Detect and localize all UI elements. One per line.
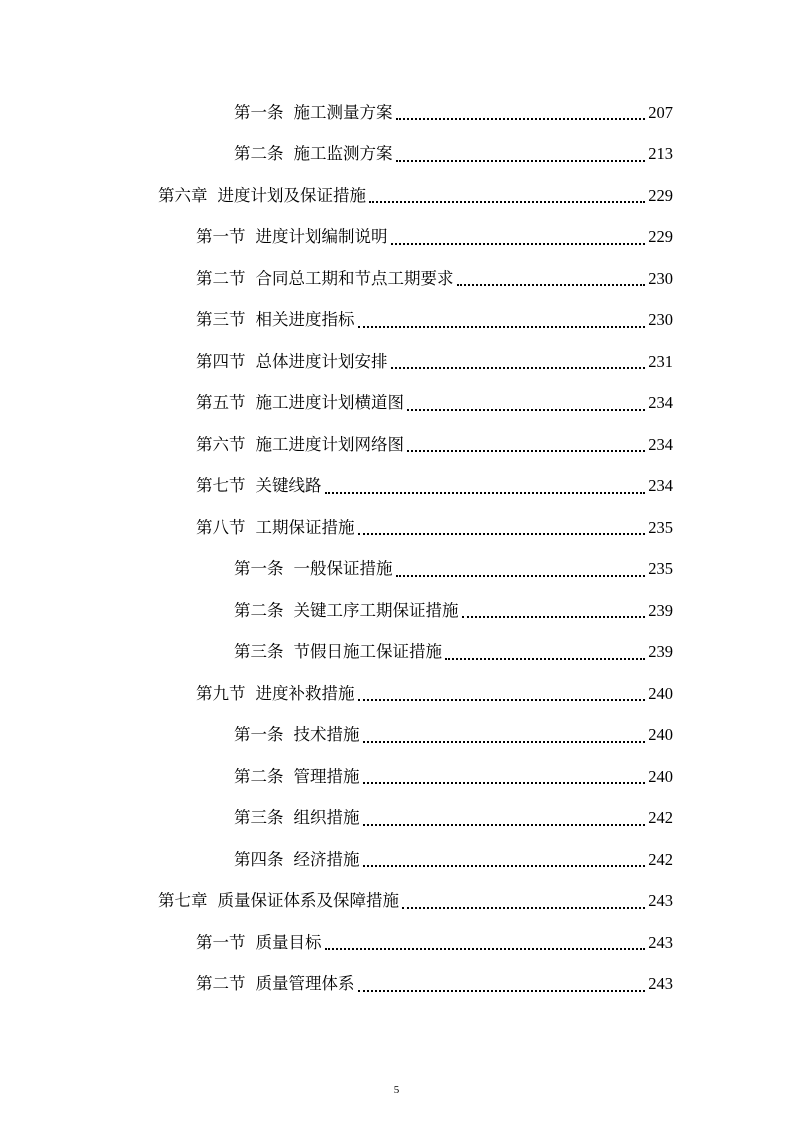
toc-entry-label bbox=[234, 601, 459, 621]
toc-entry[interactable] bbox=[0, 673, 793, 715]
toc-entry-prefix: 第五节 bbox=[196, 393, 246, 413]
toc-entry[interactable] bbox=[0, 632, 793, 674]
dot-leader bbox=[363, 781, 646, 784]
toc-entry[interactable] bbox=[0, 134, 793, 176]
toc-entry-page-number: 243 bbox=[648, 974, 673, 994]
toc-entry-page-number: 229 bbox=[648, 227, 673, 247]
toc-entry-page-number: 230 bbox=[648, 268, 673, 288]
dot-leader bbox=[396, 159, 646, 162]
dot-leader bbox=[358, 698, 646, 701]
dot-leader bbox=[407, 408, 645, 411]
toc-entry-prefix: 第六章 bbox=[158, 185, 208, 205]
toc-entry[interactable] bbox=[0, 590, 793, 632]
toc-entry-page-number: 243 bbox=[648, 891, 673, 911]
toc-entry-title: 合同总工期和节点工期要求 bbox=[255, 268, 454, 288]
toc-entry-page-number: 242 bbox=[648, 808, 673, 828]
dot-leader bbox=[363, 823, 646, 826]
toc-entry-label bbox=[234, 850, 360, 870]
dot-leader bbox=[363, 864, 646, 867]
toc-entry-label bbox=[196, 518, 355, 538]
toc-entry-title: 组织措施 bbox=[293, 808, 360, 828]
toc-entry[interactable] bbox=[0, 341, 793, 383]
toc-entry-prefix: 第一条 bbox=[234, 559, 284, 579]
toc-entry-prefix: 第一节 bbox=[196, 227, 246, 247]
toc-entry-label bbox=[234, 767, 360, 787]
toc-entry[interactable] bbox=[0, 217, 793, 259]
toc-entry-label bbox=[196, 352, 388, 372]
toc-entry-prefix: 第四条 bbox=[234, 849, 284, 869]
toc-entry-page-number: 234 bbox=[648, 434, 673, 454]
toc-entry-page-number: 235 bbox=[648, 559, 673, 579]
toc-entry[interactable] bbox=[0, 549, 793, 591]
toc-entry-title: 相关进度指标 bbox=[255, 310, 355, 330]
dot-leader bbox=[358, 532, 646, 535]
toc-entry[interactable] bbox=[0, 881, 793, 923]
toc-entry-label bbox=[234, 808, 360, 828]
dot-leader bbox=[358, 989, 646, 992]
toc-entry-page-number: 231 bbox=[648, 351, 673, 371]
toc-entry[interactable] bbox=[0, 424, 793, 466]
toc-entry-label bbox=[158, 186, 366, 206]
dot-leader bbox=[396, 574, 646, 577]
toc-entry-title: 经济措施 bbox=[293, 849, 360, 869]
dot-leader bbox=[325, 947, 646, 950]
toc-entry-title: 质量管理体系 bbox=[255, 974, 355, 994]
toc-entry-prefix: 第三条 bbox=[234, 808, 284, 828]
toc-entry-title: 一般保证措施 bbox=[293, 559, 393, 579]
toc-entry-title: 施工进度计划网络图 bbox=[255, 434, 404, 454]
toc-entry-prefix: 第二节 bbox=[196, 268, 246, 288]
toc-entry-page-number: 239 bbox=[648, 642, 673, 662]
toc-entry-title: 关键线路 bbox=[255, 476, 322, 496]
toc-entry-page-number: 240 bbox=[648, 766, 673, 786]
toc-entry[interactable] bbox=[0, 922, 793, 964]
toc-entry-title: 进度计划编制说明 bbox=[255, 227, 388, 247]
toc-entry-page-number: 240 bbox=[648, 725, 673, 745]
toc-entry-prefix: 第七节 bbox=[196, 476, 246, 496]
toc-entry[interactable] bbox=[0, 383, 793, 425]
toc-entry-prefix: 第一节 bbox=[196, 932, 246, 952]
toc-entry-prefix: 第三节 bbox=[196, 310, 246, 330]
toc-entry-prefix: 第一条 bbox=[234, 102, 284, 122]
toc-entry-prefix: 第二条 bbox=[234, 766, 284, 786]
toc-entry-page-number: 235 bbox=[648, 517, 673, 537]
dot-leader bbox=[363, 740, 646, 743]
toc-entry[interactable] bbox=[0, 258, 793, 300]
toc-entry-page-number: 234 bbox=[648, 476, 673, 496]
toc-entry-prefix: 第七章 bbox=[158, 891, 208, 911]
toc-entry-label bbox=[158, 891, 399, 911]
toc-entry-title: 施工测量方案 bbox=[293, 102, 393, 122]
toc-entry-page-number: 207 bbox=[648, 102, 673, 122]
toc-entry-page-number: 229 bbox=[648, 185, 673, 205]
toc-entry-label bbox=[234, 103, 393, 123]
toc-entry-label bbox=[196, 227, 388, 247]
dot-leader bbox=[391, 242, 646, 245]
toc-entry[interactable] bbox=[0, 300, 793, 342]
toc-entry-label bbox=[196, 310, 355, 330]
dot-leader bbox=[407, 449, 645, 452]
toc-entry[interactable] bbox=[0, 756, 793, 798]
toc-entry-page-number: 243 bbox=[648, 932, 673, 952]
toc-entry[interactable] bbox=[0, 175, 793, 217]
toc-entry-title: 质量保证体系及保障措施 bbox=[217, 891, 399, 911]
toc-entry-prefix: 第四节 bbox=[196, 351, 246, 371]
toc-entry-title: 技术措施 bbox=[293, 725, 360, 745]
toc-entry-label bbox=[196, 933, 322, 953]
toc-entry-page-number: 230 bbox=[648, 310, 673, 330]
dot-leader bbox=[457, 283, 646, 286]
toc-entry-page-number: 240 bbox=[648, 683, 673, 703]
toc-entry-label bbox=[196, 269, 454, 289]
toc-entry[interactable] bbox=[0, 839, 793, 881]
dot-leader bbox=[358, 325, 646, 328]
toc-entry[interactable] bbox=[0, 964, 793, 1006]
toc-entry-label bbox=[196, 974, 355, 994]
toc-entry-page-number: 213 bbox=[648, 144, 673, 164]
toc-entry-prefix: 第二条 bbox=[234, 600, 284, 620]
toc-entry-prefix: 第二节 bbox=[196, 974, 246, 994]
toc-entry[interactable] bbox=[0, 92, 793, 134]
dot-leader bbox=[402, 906, 645, 909]
toc-entry-title: 施工进度计划横道图 bbox=[255, 393, 404, 413]
dot-leader bbox=[325, 491, 646, 494]
toc-entry-page-number: 242 bbox=[648, 849, 673, 869]
toc-entry-label bbox=[196, 476, 322, 496]
toc-entry-prefix: 第六节 bbox=[196, 434, 246, 454]
table-of-contents bbox=[0, 92, 793, 1005]
toc-entry[interactable] bbox=[0, 466, 793, 508]
toc-entry-label bbox=[234, 725, 360, 745]
toc-entry-prefix: 第八节 bbox=[196, 517, 246, 537]
toc-entry-label bbox=[234, 144, 393, 164]
toc-entry-prefix: 第三条 bbox=[234, 642, 284, 662]
toc-entry[interactable] bbox=[0, 798, 793, 840]
page-number: 5 bbox=[393, 1084, 400, 1096]
toc-entry[interactable] bbox=[0, 715, 793, 757]
toc-entry-page-number: 239 bbox=[648, 600, 673, 620]
dot-leader bbox=[462, 615, 646, 618]
dot-leader bbox=[445, 657, 645, 660]
toc-entry-label bbox=[196, 393, 404, 413]
dot-leader bbox=[391, 366, 646, 369]
toc-entry-title: 管理措施 bbox=[293, 766, 360, 786]
toc-entry-title: 总体进度计划安排 bbox=[255, 351, 388, 371]
toc-entry-page-number: 234 bbox=[648, 393, 673, 413]
toc-entry-title: 进度计划及保证措施 bbox=[217, 185, 366, 205]
toc-entry-label bbox=[234, 559, 393, 579]
toc-entry-label bbox=[234, 642, 442, 662]
toc-entry-title: 质量目标 bbox=[255, 932, 322, 952]
dot-leader bbox=[369, 200, 645, 203]
toc-entry-prefix: 第二条 bbox=[234, 144, 284, 164]
toc-entry-title: 施工监测方案 bbox=[293, 144, 393, 164]
toc-entry-title: 工期保证措施 bbox=[255, 517, 355, 537]
dot-leader bbox=[396, 117, 646, 120]
toc-entry-title: 节假日施工保证措施 bbox=[293, 642, 442, 662]
toc-entry-title: 进度补救措施 bbox=[255, 683, 355, 703]
toc-entry-prefix: 第九节 bbox=[196, 683, 246, 703]
toc-entry[interactable] bbox=[0, 507, 793, 549]
toc-entry-label bbox=[196, 684, 355, 704]
toc-entry-prefix: 第一条 bbox=[234, 725, 284, 745]
toc-entry-label bbox=[196, 435, 404, 455]
toc-entry-title: 关键工序工期保证措施 bbox=[293, 600, 459, 620]
